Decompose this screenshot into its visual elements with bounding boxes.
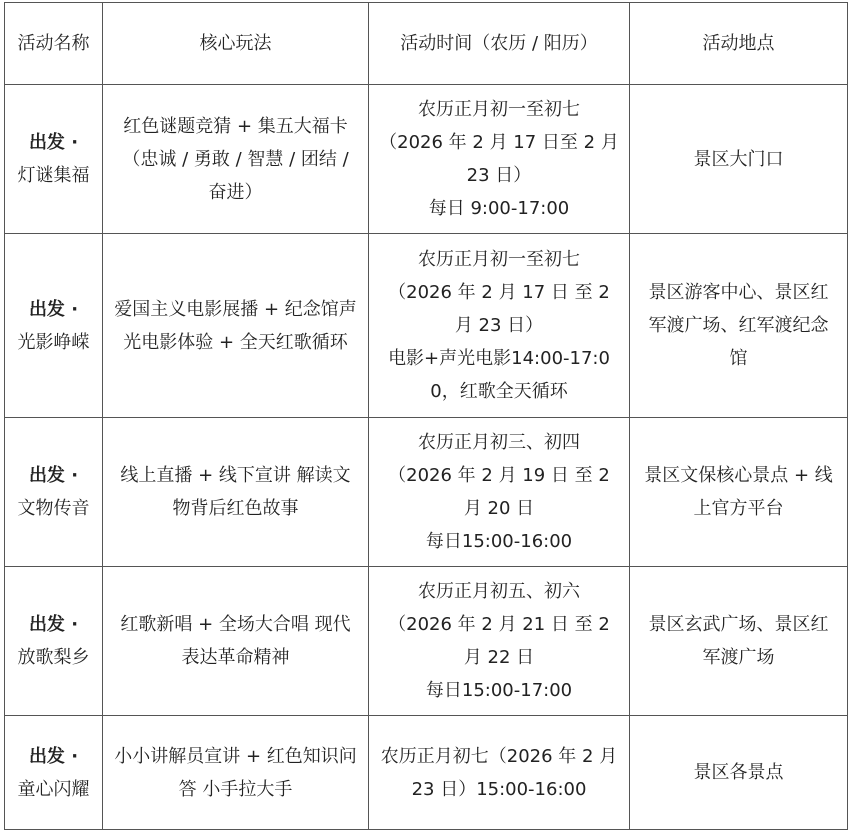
activity-name-cell <box>5 85 103 234</box>
activity-name-cell <box>5 418 103 567</box>
gameplay-cell: 小小讲解员宣讲 + 红色知识问答 小手拉大手 <box>103 716 369 830</box>
time-line: 每日15:00-16:00 <box>425 531 573 552</box>
activity-name-prefix: 出发 · <box>28 745 79 767</box>
gameplay-cell: 红歌新唱 + 全场大合唱 现代表达革命精神 <box>103 567 369 716</box>
gameplay-cell: 线上直播 + 线下宣讲 解读文物背后红色故事 <box>103 418 369 567</box>
time-cell <box>369 567 630 716</box>
activity-name-prefix: 出发 · <box>28 298 79 320</box>
time-cell <box>369 85 630 234</box>
location-cell: 景区大门口 <box>630 85 848 234</box>
time-line: （2026 年 2 月 17 日 至 2 月 23 日） <box>388 282 610 336</box>
table-row <box>5 567 848 716</box>
activity-name-prefix: 出发 · <box>28 465 79 486</box>
time-line: 每日 9:00-17:00 <box>428 198 570 219</box>
activity-name-prefix: 出发 · <box>28 614 79 635</box>
activity-name: 文物传音 <box>17 498 90 519</box>
time-line: （2026 年 2 月 17 日至 2 月 23 日） <box>379 132 619 186</box>
table-header-row <box>5 3 848 85</box>
location-cell: 景区文保核心景点 + 线上官方平台 <box>630 418 848 567</box>
time-line: 电影+声光电影14:00-17:00，红歌全天循环 <box>388 348 610 402</box>
location-cell: 景区玄武广场、景区红军渡广场 <box>630 567 848 716</box>
time-line: 农历正月初一至初七 <box>418 99 580 120</box>
gameplay-cell: 爱国主义电影展播 + 纪念馆声光电影体验 + 全天红歌循环 <box>103 234 369 418</box>
table-row <box>5 234 848 418</box>
time-cell <box>369 234 630 418</box>
activity-name-cell <box>5 234 103 418</box>
time-line: 农历正月初三、初四 <box>418 432 580 453</box>
header-activity-name: 活动名称 <box>5 3 103 85</box>
activity-name: 童心闪耀 <box>17 778 90 800</box>
activity-name-cell <box>5 716 103 830</box>
header-activity-location: 活动地点 <box>630 3 848 85</box>
header-activity-time: 活动时间（农历 / 阳历） <box>369 3 630 85</box>
activity-schedule-table <box>4 2 848 830</box>
location-cell: 景区各景点 <box>630 716 848 830</box>
table-row <box>5 418 848 567</box>
time-cell <box>369 716 630 830</box>
activity-name-cell <box>5 567 103 716</box>
header-core-gameplay: 核心玩法 <box>103 3 369 85</box>
table-row <box>5 716 848 830</box>
time-line: （2026 年 2 月 19 日 至 2 月 20 日 <box>388 465 610 519</box>
activity-name: 放歌梨乡 <box>17 647 90 668</box>
time-cell <box>369 418 630 567</box>
time-line: 农历正月初七（2026 年 2 月 23 日）15:00-16:00 <box>380 745 618 800</box>
time-line: 每日15:00-17:00 <box>425 680 573 701</box>
gameplay-cell: 红色谜题竞猜 + 集五大福卡（忠诚 / 勇敢 / 智慧 / 团结 / 奋进） <box>103 85 369 234</box>
activity-name: 灯谜集福 <box>17 165 90 186</box>
location-cell: 景区游客中心、景区红军渡广场、红军渡纪念馆 <box>630 234 848 418</box>
time-line: 农历正月初一至初七 <box>418 249 580 270</box>
time-line: （2026 年 2 月 21 日 至 2 月 22 日 <box>388 614 610 668</box>
activity-name-prefix: 出发 · <box>28 132 79 153</box>
table-row <box>5 85 848 234</box>
time-line: 农历正月初五、初六 <box>418 581 580 602</box>
activity-name: 光影峥嵘 <box>17 331 90 353</box>
